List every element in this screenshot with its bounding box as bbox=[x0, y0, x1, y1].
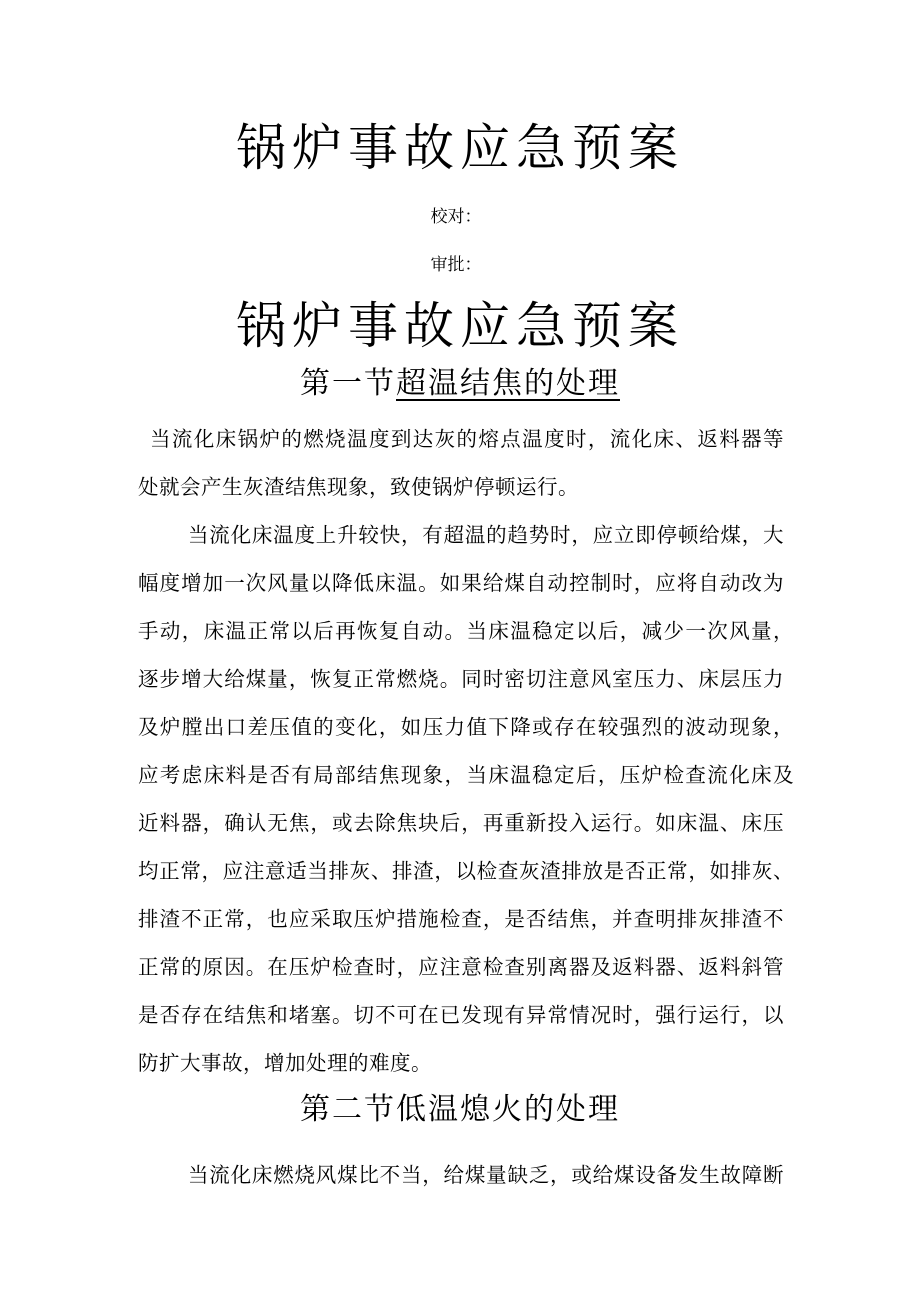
paragraph-line: 手动，床温正常以后再恢复自动。当床温稳定以后，减少一次风量， bbox=[138, 619, 794, 643]
repeat-title: 锅炉事故应急预案 bbox=[236, 297, 684, 355]
proofread-label: 校对： bbox=[430, 207, 482, 227]
paragraph-line: 幅度增加一次风量以降低床温。如果给煤自动控制时，应将自动改为 bbox=[138, 571, 784, 595]
paragraph-line: 均正常，应注意适当排灰、排渣，以检查灰渣排放是否正常，如排灰、 bbox=[138, 859, 794, 883]
paragraph-line: 排渣不正常，也应采取压炉措施检查，是否结焦，并查明排灰排渣不 bbox=[138, 907, 784, 931]
section-1-heading: 超温结焦的处理 bbox=[396, 366, 620, 401]
paragraph-line: 应考虑床料是否有局部结焦现象，当床温稳定后，压炉检查流化床及 bbox=[138, 763, 794, 787]
paragraph-line: 及炉膛出口差压值的变化，如压力值下降或存在较强烈的波动现象， bbox=[138, 715, 794, 739]
document-title: 锅炉事故应急预案 bbox=[236, 119, 684, 177]
paragraph-line: 正常的原因。在压炉检查时，应注意检查别离器及返料器、返料斜管 bbox=[138, 955, 784, 979]
paragraph-line: 近料器，确认无焦，或去除焦块后，再重新投入运行。如床温、床压 bbox=[138, 811, 784, 835]
paragraph-line: 当流化床燃烧风煤比不当，给煤量缺乏，或给煤设备发生故障断 bbox=[188, 1163, 784, 1187]
paragraph-line: 是否存在结焦和堵塞。切不可在已发现有异常情况时，强行运行，以 bbox=[138, 1003, 784, 1027]
paragraph-line: 防扩大事故，增加处理的难度。 bbox=[138, 1051, 432, 1075]
section-1-title bbox=[0, 364, 920, 404]
section-1-prefix: 第一节 bbox=[300, 366, 396, 401]
paragraph-line: 当流化床温度上升较快，有超温的趋势时，应立即停顿给煤，大 bbox=[188, 523, 784, 547]
section-2-prefix: 第二节 bbox=[300, 1092, 396, 1127]
section-2-heading: 低温熄火的处理 bbox=[396, 1092, 620, 1127]
section-2-title bbox=[0, 1090, 920, 1130]
paragraph-line: 处就会产生灰渣结焦现象，致使锅炉停顿运行。 bbox=[138, 475, 579, 499]
approve-label: 审批： bbox=[430, 255, 482, 275]
paragraph-line: 逐步增大给煤量，恢复正常燃烧。同时密切注意风室压力、床层压力 bbox=[138, 667, 784, 691]
paragraph-line: 当流化床锅炉的燃烧温度到达灰的熔点温度时，流化床、返料器等 bbox=[150, 427, 784, 451]
